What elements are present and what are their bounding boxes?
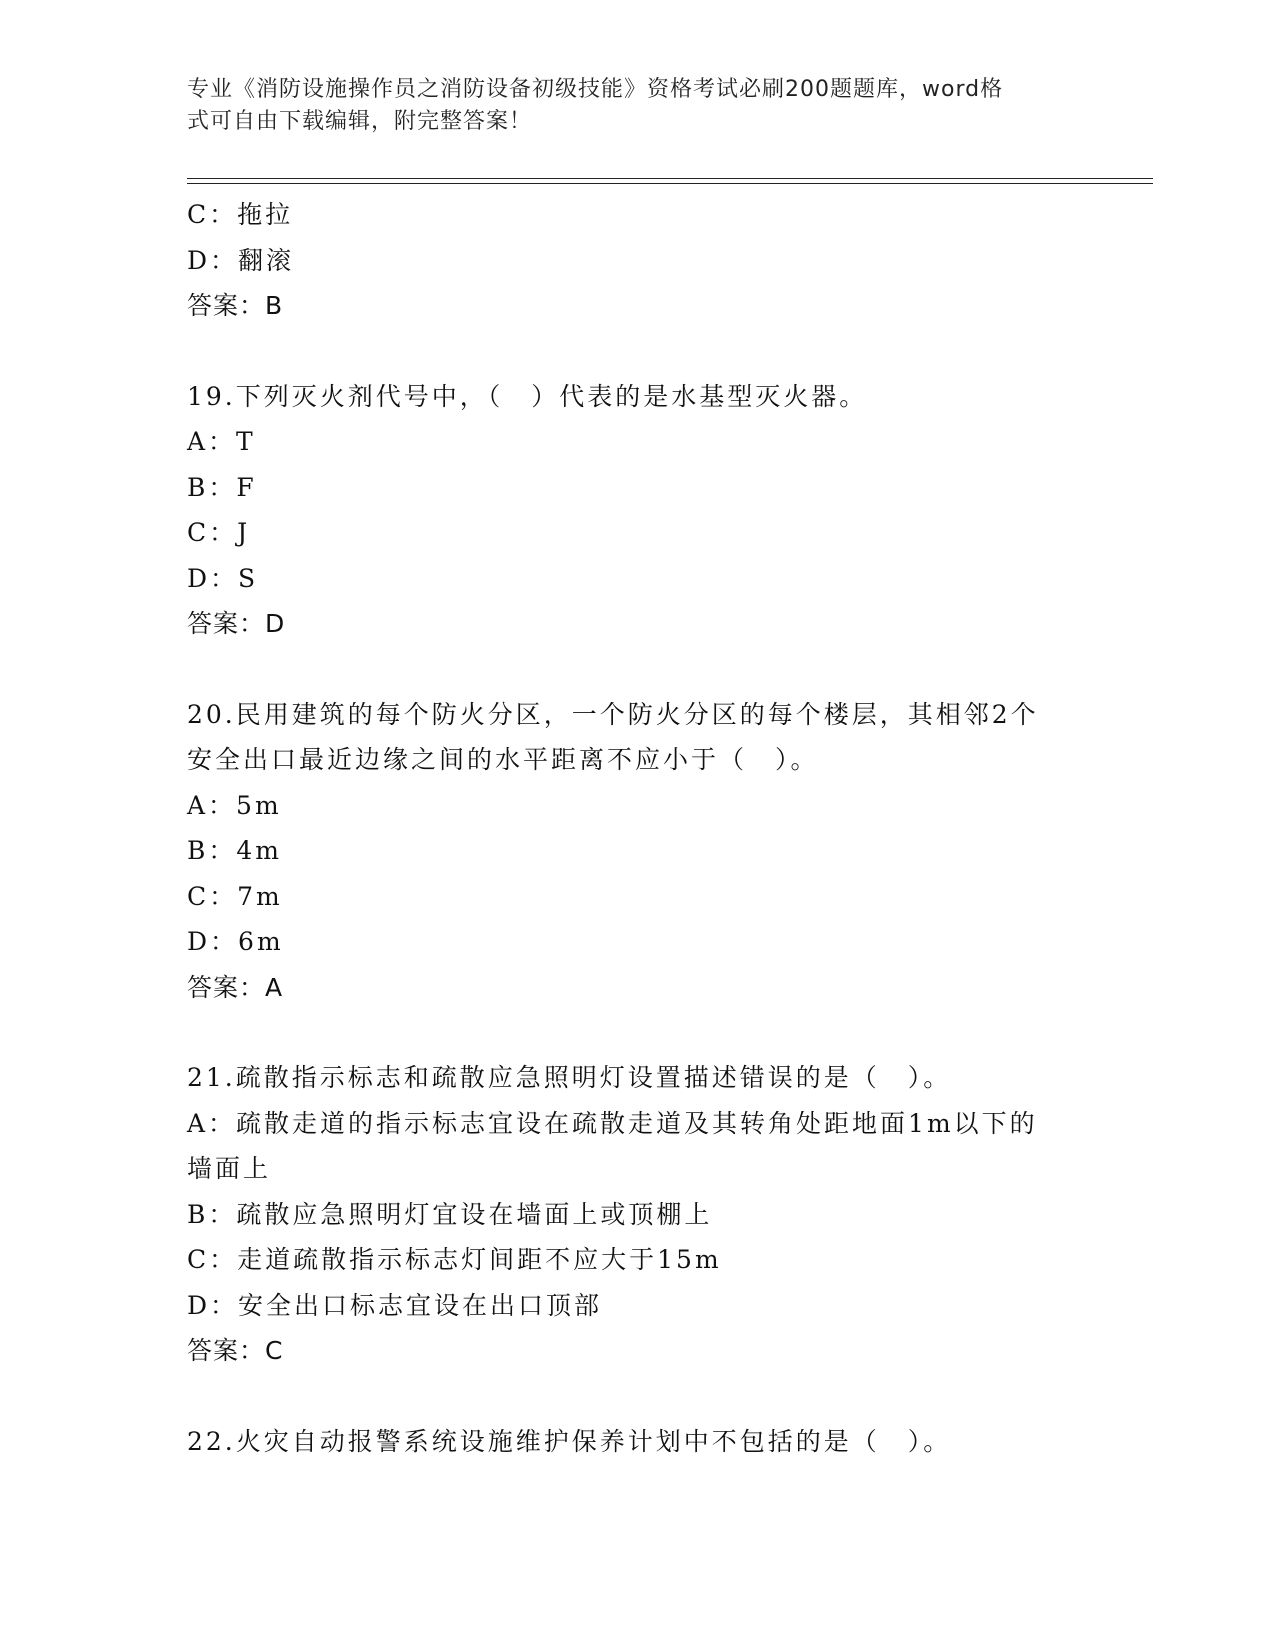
header-line-1: 专业《消防设施操作员之消防设备初级技能》资格考试必刷200题题库，word格 [187, 77, 1004, 102]
option-b: B：4m [187, 836, 282, 865]
option-b: B：疏散应急照明灯宜设在墙面上或顶棚上 [187, 1199, 713, 1229]
answer-line: 答案：C [187, 1336, 284, 1365]
question-stem: 19.下列灭火剂代号中，（ ）代表的是水基型灭火器。 [187, 381, 868, 411]
question-19 [187, 374, 1087, 647]
option-a: A：疏散走道的指示标志宜设在疏散走道及其转角处距地面1m以下的 [187, 1108, 1038, 1138]
header-divider-top [187, 178, 1153, 179]
option-c: C：J [187, 518, 251, 547]
option-d: D：6m [187, 927, 284, 956]
option-b: B：F [187, 472, 257, 502]
previous-question-tail [187, 192, 1087, 329]
option-a: A：5m [187, 790, 282, 820]
option-a: A：T [187, 427, 256, 456]
option-c: C：拖拉 [187, 200, 294, 229]
question-21 [187, 1055, 1087, 1374]
option-c: C：7m [187, 881, 283, 911]
option-d: D：S [187, 563, 259, 593]
header-line-2: 式可自由下载编辑，附完整答案！ [187, 109, 533, 134]
answer-line: 答案：A [187, 972, 284, 1002]
question-20 [187, 692, 1087, 1011]
header-divider-bottom [187, 183, 1153, 184]
document-header [187, 74, 1067, 138]
answer-line: 答案：B [187, 291, 284, 320]
question-stem: 22.火灾自动报警系统设施维护保养计划中不包括的是（ ）。 [187, 1426, 952, 1456]
option-d: D：安全出口标志宜设在出口顶部 [187, 1290, 603, 1320]
question-stem-continued: 安全出口最近边缘之间的水平距离不应小于（ ）。 [187, 745, 819, 774]
question-22 [187, 1419, 1087, 1465]
option-d: D：翻滚 [187, 245, 295, 275]
question-list [187, 192, 1087, 1464]
option-a-continued: 墙面上 [187, 1154, 272, 1183]
answer-line: 答案：D [187, 609, 286, 638]
question-stem: 21.疏散指示标志和疏散应急照明灯设置描述错误的是（ ）。 [187, 1063, 952, 1092]
option-c: C：走道疏散指示标志灯间距不应大于15m [187, 1245, 722, 1274]
question-stem: 20.民用建筑的每个防火分区，一个防火分区的每个楼层，其相邻2个 [187, 699, 1039, 729]
